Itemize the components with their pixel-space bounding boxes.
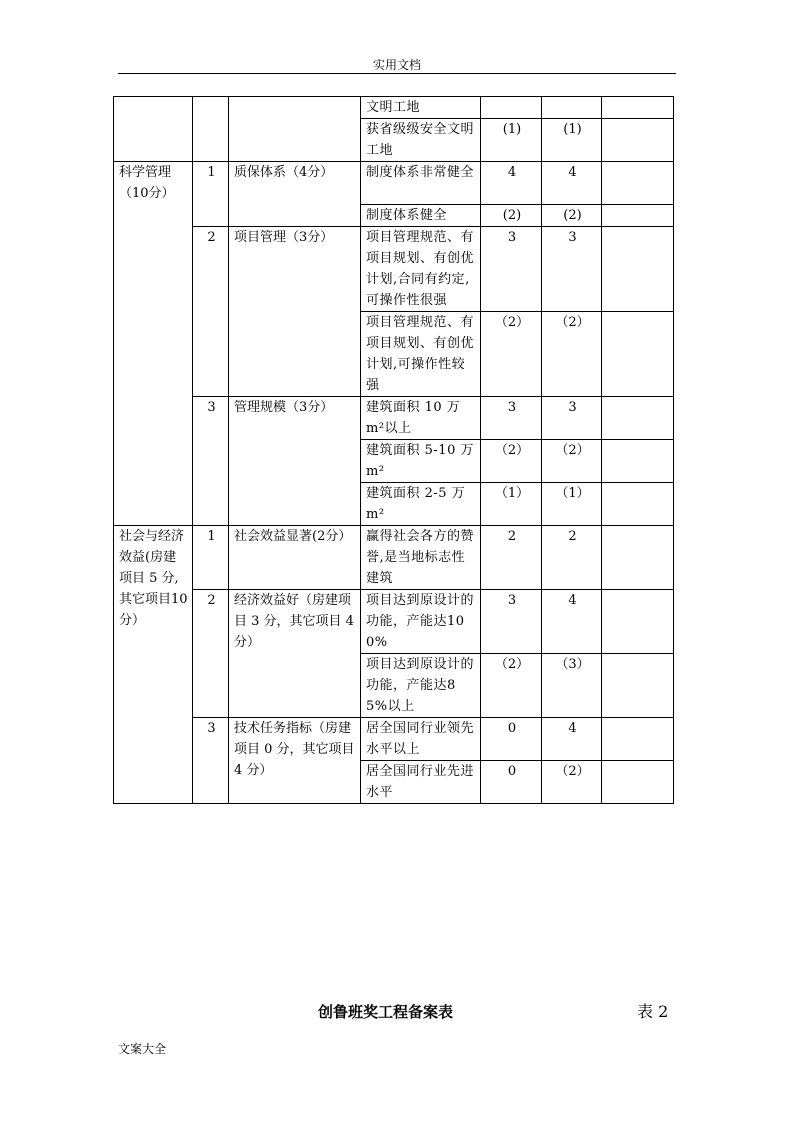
table-row [114,397,674,440]
score-cell: (2) [542,205,602,227]
remark-cell [602,312,674,397]
score-cell: 3 [542,397,602,440]
score-cell [542,97,602,119]
item-name-cell: 项目管理（3分） [229,227,361,397]
remark-cell [602,654,674,718]
scoring-table [113,96,674,804]
score-cell: 4 [542,718,602,761]
criterion-cell: 项目管理规范、有项目规划、有创优计划,合同有约定,可操作性很强 [361,227,481,312]
criterion-cell: 赢得社会各方的赞誉,是当地标志性建筑 [361,526,481,590]
table-row [114,526,674,590]
item-number-cell: 3 [193,397,229,526]
score-cell: （3） [542,654,602,718]
score-cell: 3 [481,590,542,654]
score-cell: 3 [481,397,542,440]
remark-cell [602,397,674,440]
remark-cell [602,590,674,654]
form-number: 表 2 [637,1002,669,1021]
table-row [114,718,674,761]
remark-cell [602,205,674,227]
criterion-cell: 制度体系健全 [361,205,481,227]
criterion-cell: 建筑面积 2-5 万 m² [361,483,481,526]
item-number-cell: 3 [193,718,229,804]
header-divider [118,73,676,74]
item-name-cell: 质保体系（4分） [229,162,361,227]
item-name-cell: 经济效益好（房建项目 3 分，其它项目 4 分） [229,590,361,718]
score-cell: （2） [542,312,602,397]
score-cell: 4 [542,162,602,205]
item-number-cell-empty [193,97,229,162]
item-name-cell: 管理规模（3分） [229,397,361,526]
score-cell: 2 [481,526,542,590]
criterion-cell: 项目达到原设计的功能，产能达85%以上 [361,654,481,718]
category-cell: 科学管理（10分） [114,162,193,526]
score-cell: 2 [542,526,602,590]
remark-cell [602,119,674,162]
page-footer: 文案大全 [118,1042,167,1056]
score-cell: （1） [481,483,542,526]
criterion-cell: 建筑面积 5-10 万 m² [361,440,481,483]
criterion-cell: 建筑面积 10 万 m²以上 [361,397,481,440]
category-cell: 社会与经济效益(房建项目 5 分,其它项目10分） [114,526,193,804]
item-name-cell: 技术任务指标（房建项目 0 分，其它项目 4 分） [229,718,361,804]
score-cell: （2） [542,761,602,804]
score-cell: (1) [542,119,602,162]
score-cell: 4 [481,162,542,205]
item-number-cell: 1 [193,526,229,590]
table-row [114,97,674,119]
remark-cell [602,440,674,483]
score-cell: 3 [542,227,602,312]
score-cell: （2） [481,654,542,718]
criterion-cell: 文明工地 [361,97,481,119]
item-number-cell: 2 [193,590,229,718]
score-cell [481,97,542,119]
score-cell: （2） [542,440,602,483]
table-row [114,590,674,654]
score-cell: 3 [481,227,542,312]
score-cell: （2） [481,312,542,397]
form-title: 创鲁班奖工程备案表 [318,1003,454,1021]
remark-cell [602,227,674,312]
score-cell: 0 [481,761,542,804]
score-cell: （2） [481,440,542,483]
table-row [114,227,674,312]
criterion-cell: 制度体系非常健全 [361,162,481,205]
criterion-cell: 获省级级安全文明工地 [361,119,481,162]
category-cell-empty [114,97,193,162]
remark-cell [602,526,674,590]
remark-cell [602,483,674,526]
score-cell: 4 [542,590,602,654]
item-name-cell: 社会效益显著(2分） [229,526,361,590]
criterion-cell: 居全国同行业领先水平以上 [361,718,481,761]
item-number-cell: 1 [193,162,229,227]
score-cell: （1） [542,483,602,526]
item-name-cell-empty [229,97,361,162]
criterion-cell: 居全国同行业先进水平 [361,761,481,804]
score-cell: (2) [481,205,542,227]
criterion-cell: 项目达到原设计的功能，产能达100% [361,590,481,654]
criterion-cell: 项目管理规范、有项目规划、有创优计划,可操作性较强 [361,312,481,397]
score-cell: (1) [481,119,542,162]
remark-cell [602,97,674,119]
remark-cell [602,761,674,804]
score-cell: 0 [481,718,542,761]
item-number-cell: 2 [193,227,229,397]
table-row [114,162,674,205]
remark-cell [602,718,674,761]
page-header: 实用文档 [372,58,421,72]
remark-cell [602,162,674,205]
